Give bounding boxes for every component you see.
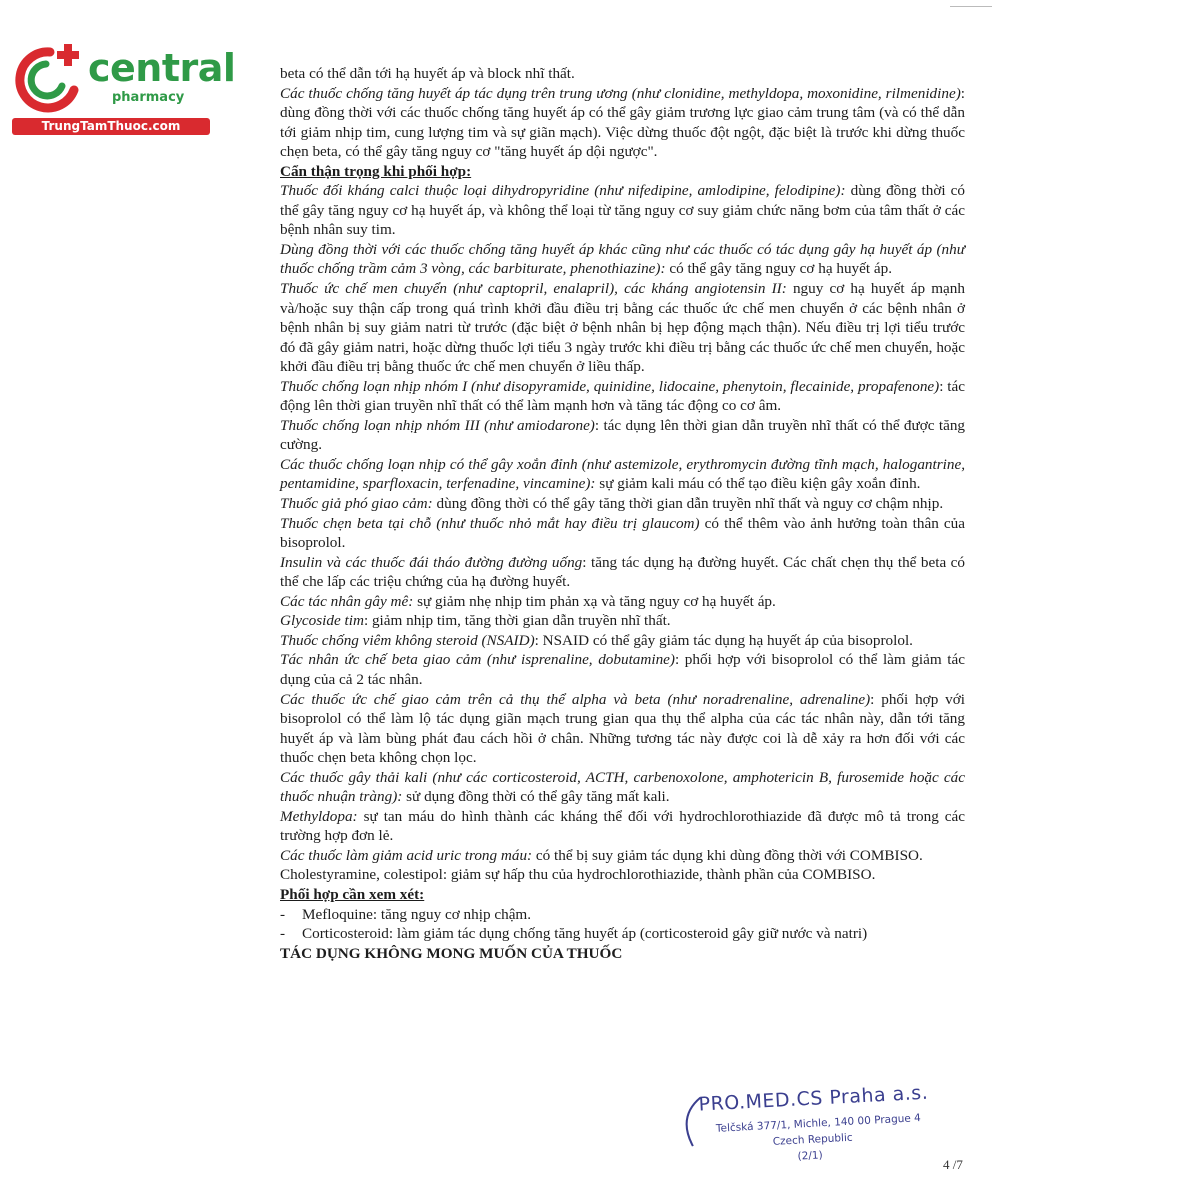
drug-group: Thuốc ức chế men chuyển (như captopril, enalapril), các kháng angiotensin II: bbox=[280, 280, 787, 298]
logo-url: TrungTamThuoc.com bbox=[12, 118, 210, 135]
drug-group: Các thuốc ức chế giao cảm trên cả thụ thể alpha và beta (như noradrenaline, adrenaline) bbox=[280, 690, 871, 708]
paragraph-text: có thể gây tăng nguy cơ hạ huyết áp. bbox=[665, 260, 893, 278]
paragraph bbox=[280, 650, 965, 689]
list-bullet: - bbox=[280, 905, 286, 923]
paragraph bbox=[280, 690, 965, 768]
paragraph-text: dùng đồng thời có thể gây tăng thời gian dẫn truyền nhĩ thất và nguy cơ chậm nhịp. bbox=[432, 495, 944, 513]
logo-subtitle: pharmacy bbox=[112, 90, 185, 105]
paragraph bbox=[280, 553, 965, 592]
drug-group: Thuốc chống loạn nhịp nhóm I (như disopyramide, quinidine, lidocaine, phenytoin, flecainide, propafenone) bbox=[280, 377, 940, 395]
drug-group: Thuốc chống viêm không steroid (NSAID) bbox=[280, 631, 535, 649]
paragraph-text: dùng đồng thời có thể gây tăng nguy cơ hạ huyết áp, và không thể loại từ tăng nguy cơ suy giảm chức năng bơm của tâm thất ở các bệnh nhân suy tim. bbox=[280, 182, 966, 239]
drug-group: Tác nhân ức chế beta giao cảm (như isprenaline, dobutamine) bbox=[280, 651, 675, 669]
paragraph-text: có thể bị suy giảm tác dụng khi dùng đồng thời với COMBISO. bbox=[532, 846, 923, 864]
drug-group: Thuốc giả phó giao cảm: bbox=[280, 495, 433, 513]
drug-group: Thuốc chống loạn nhịp nhóm III (như amiodarone) bbox=[280, 416, 595, 434]
paragraph bbox=[280, 181, 965, 240]
paragraph bbox=[280, 807, 965, 846]
paragraph-text: sử dụng đồng thời có thể gây tăng mất kali. bbox=[402, 788, 670, 806]
page-number: 4 /7 bbox=[943, 1157, 963, 1172]
paragraph bbox=[280, 279, 965, 377]
paragraph bbox=[280, 494, 965, 514]
paragraph bbox=[280, 240, 965, 279]
list-item bbox=[280, 905, 965, 925]
paragraph bbox=[280, 631, 965, 651]
drug-group: Các thuốc gây thải kali (như các corticosteroid, ACTH, carbenoxolone, amphotericin B, furosemide hoặc các thuốc nhuận tràng): bbox=[280, 768, 965, 806]
paragraph-text: : tăng tác dụng hạ đường huyết. Các chất chẹn thụ thể beta có thể che lấp các triệu chứng của hạ đường huyết. bbox=[280, 553, 966, 591]
drug-group: Thuốc chẹn beta tại chỗ (như thuốc nhỏ mắt hay điều trị glaucom) bbox=[280, 514, 700, 532]
paragraph-text: : phối hợp với bisoprolol có thể làm giảm tác dụng của cả 2 tác nhân. bbox=[280, 651, 965, 688]
paragraph-text: sự tan máu do hình thành các kháng thể đối với hydrochlorothiazide đã được mô tả trong các trường hợp đơn lẻ. bbox=[280, 807, 965, 845]
drug-group: Dùng đồng thời với các thuốc chống tăng huyết áp khác cũng như các thuốc có tác dụng gây hạ huyết áp (như thuốc chống trầm cảm 3 vòng, các barbiturate, phenothiazine): bbox=[280, 240, 965, 278]
paragraph bbox=[280, 846, 965, 866]
paragraph bbox=[280, 377, 965, 416]
stamp-company: PRO.MED.CS Praha a.s. bbox=[698, 1081, 929, 1116]
section-heading: TÁC DỤNG KHÔNG MONG MUỐN CỦA THUỐC bbox=[280, 944, 623, 962]
stamp-address: Telčská 377/1, Michle, 140 00 Prague 4 bbox=[715, 1112, 922, 1135]
paragraph-text: : giảm nhịp tim, tăng thời gian dẫn truyền nhĩ thất. bbox=[363, 612, 671, 630]
paragraph bbox=[280, 592, 965, 612]
list-item bbox=[280, 924, 965, 944]
paragraph bbox=[280, 611, 965, 631]
drug-group: Các tác nhân gây mê: bbox=[280, 592, 414, 610]
paragraph bbox=[280, 64, 965, 84]
logo-name: central bbox=[88, 46, 236, 90]
list-item-text: Mefloquine: tăng nguy cơ nhịp chậm. bbox=[302, 905, 532, 923]
stamp-code: (2/1) bbox=[797, 1149, 823, 1163]
central-pharmacy-logo bbox=[10, 38, 236, 138]
paragraph-text: có thể thêm vào ảnh hưởng toàn thân của bisoprolol. bbox=[280, 514, 966, 552]
drug-group: Cholestyramine, colestipol bbox=[280, 866, 443, 884]
pharmacy-cross-icon bbox=[10, 38, 90, 118]
drug-group: Các thuốc chống tăng huyết áp tác dụng trên trung ương (như clonidine, methyldopa, moxonidine, rilmenidine) bbox=[280, 84, 961, 102]
paragraph-text: : giảm sự hấp thu của hydrochlorothiazide, thành phần của COMBISO. bbox=[442, 866, 876, 884]
subheading-caution: Cẩn thận trọng khi phối hợp: bbox=[280, 162, 472, 180]
paragraph-text: beta có thể dẫn tới hạ huyết áp và block nhĩ thất. bbox=[280, 65, 575, 82]
document-body bbox=[280, 64, 965, 963]
paragraph bbox=[280, 416, 965, 455]
paragraph bbox=[280, 768, 965, 807]
paragraph-text: : phối hợp với bisoprolol có thể làm lộ tác dụng giãn mạch trung gian qua thụ thể alpha của các tác nhân này, dẫn tới tăng huyết áp và làm bùng phát đau cách hồi ở chân. Những tương tác này được coi là dễ xảy ra hơn đối với các thuốc chẹn beta không chọn lọc. bbox=[280, 690, 965, 767]
paragraph-text: sự giảm nhẹ nhịp tim phản xạ và tăng nguy cơ hạ huyết áp. bbox=[413, 592, 776, 610]
paragraph-text: sự giảm kali máu có thể tạo điều kiện gây xoắn đỉnh. bbox=[595, 475, 921, 493]
paragraph bbox=[280, 514, 965, 553]
stamp-country: Czech Republic bbox=[772, 1131, 853, 1148]
paragraph bbox=[280, 865, 965, 885]
company-stamp bbox=[670, 1081, 946, 1171]
subheading-consider: Phối hợp cần xem xét: bbox=[280, 885, 425, 903]
drug-group: Glycoside tim bbox=[280, 612, 364, 630]
drug-group: Methyldopa: bbox=[280, 807, 358, 825]
paragraph bbox=[280, 455, 965, 494]
paragraph-text: : tác động lên thời gian truyền nhĩ thất có thể làm mạnh hơn và tăng tác động co cơ âm. bbox=[280, 377, 965, 415]
drug-group: Thuốc đối kháng calci thuộc loại dihydropyridine (như nifedipine, amlodipine, felodipine): bbox=[280, 182, 846, 200]
list-item-text: Corticosteroid: làm giảm tác dụng chống tăng huyết áp (corticosteroid gây giữ nước và natri) bbox=[302, 925, 868, 943]
paragraph bbox=[280, 84, 965, 162]
drug-group: Các thuốc chống loạn nhịp có thể gây xoắn đỉnh (như astemizole, erythromycin đường tĩnh mạch, halogantrine, pentamidine, sparfloxacin, terfenadine, vincamine): bbox=[280, 455, 965, 493]
drug-group: Các thuốc làm giảm acid uric trong máu: bbox=[280, 846, 533, 864]
drug-group: Insulin và các thuốc đái tháo đường đường uống bbox=[280, 553, 583, 571]
paragraph-text: : NSAID có thể gây giảm tác dụng hạ huyết áp của bisoprolol. bbox=[534, 631, 913, 649]
paragraph-text: : tác dụng lên thời gian dẫn truyền nhĩ thất có thể được tăng cường. bbox=[280, 416, 966, 454]
paragraph-text: nguy cơ hạ huyết áp mạnh và/hoặc suy thận cấp trong quá trình khởi đầu điều trị bằng các thuốc ức chế men chuyển ở các bệnh nhân ở bệnh nhân bị suy giảm natri từ trước (đặc biệt ở bệnh nhân bị hẹp động mạch thận). Nếu điều trị lợi tiểu trước đó đã gây giảm natri, hoặc dừng thuốc lợi tiểu 3 ngày trước khi điều trị bằng các thuốc ức chế men chuyển, hoặc khởi đầu điều trị bằng thuốc ức chế men chuyển ở liều thấp. bbox=[280, 280, 965, 376]
paragraph-text: : dùng đồng thời với các thuốc chống tăng huyết áp có thể gây giảm trương lực giao cảm trung tâm (và có thể dẫn tới giảm nhịp tim, cung lượng tim và sự giãn mạch). Việc dừng thuốc đột ngột, đặc biệt là trước khi dừng thuốc chẹn beta, có thể gây tăng nguy cơ "tăng huyết áp dội ngược". bbox=[280, 84, 965, 161]
list-bullet: - bbox=[280, 925, 286, 943]
top-edge-line bbox=[950, 6, 992, 7]
